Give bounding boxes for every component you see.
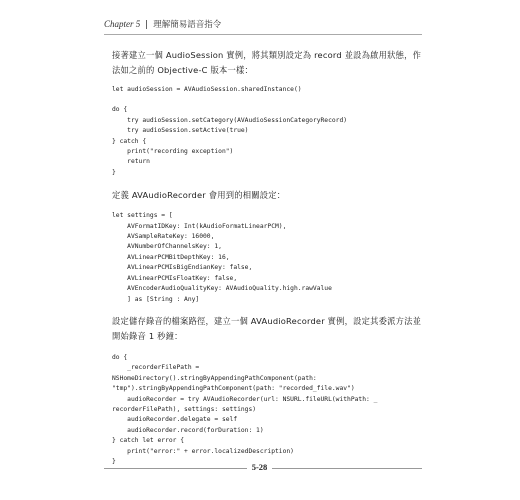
page-body	[112, 48, 424, 467]
code-block: do { _recorderFilePath = NSHomeDirectory().stringByAppendingPathComponent(path: "tmp").stringByAppendingPathComponent(path: "recorded_file.wav") audioRecorder = try AVAudioRecorder(url: NSURL.fileURL(withPath: _ recorderFilePath), settings: settings) audioRecorder.delegate = self audioRecorder.record(forDuration: 1) } catch let error { print("error:" + error.localizedDescription) }	[112, 353, 378, 465]
paragraph: 設定儲存錄音的檔案路徑，建立一個 AVAudioRecorder 實例，設定其委派方法並開始錄音 1 秒鐘：	[112, 315, 422, 341]
code-block: do { try audioSession.setCategory(AVAudioSessionCategoryRecord) try audioSession.setActive(true) } catch { print("recording exception") return }	[112, 106, 348, 176]
header-rule	[104, 34, 422, 35]
paragraph: 定義 AVAudioRecorder 會用到的相關設定：	[112, 190, 286, 201]
running-header	[104, 17, 404, 31]
header-divider	[146, 20, 147, 29]
paragraph: 接著建立一個 AudioSession 實例，將其類別設定為 record 並設為啟用狀態，作法如之前的 Objective-C 版本一樣：	[112, 50, 422, 75]
chapter-label: Chapter 5	[104, 19, 141, 29]
page-number: 5-28	[251, 462, 268, 472]
footer-rule-left	[104, 468, 247, 469]
footer-rule-right	[272, 468, 422, 469]
code-block: let settings = [ AVFormatIDKey: Int(kAudioFormatLinearPCM), AVSampleRateKey: 16000, AVNumberOfChannelsKey: 1, AVLinearPCMBitDepthKey: 16, AVLinearPCMIsBigEndianKey: false, AVLinearPCMIsFloatKey: false, AVEncoderAudioQualityKey: AVAudioQuality.high.rawValue ] as [String : Any]	[112, 212, 332, 303]
chapter-title: 理解簡易語音指令	[153, 20, 222, 30]
code-block: let audioSession = AVAudioSession.sharedInstance()	[112, 86, 302, 93]
